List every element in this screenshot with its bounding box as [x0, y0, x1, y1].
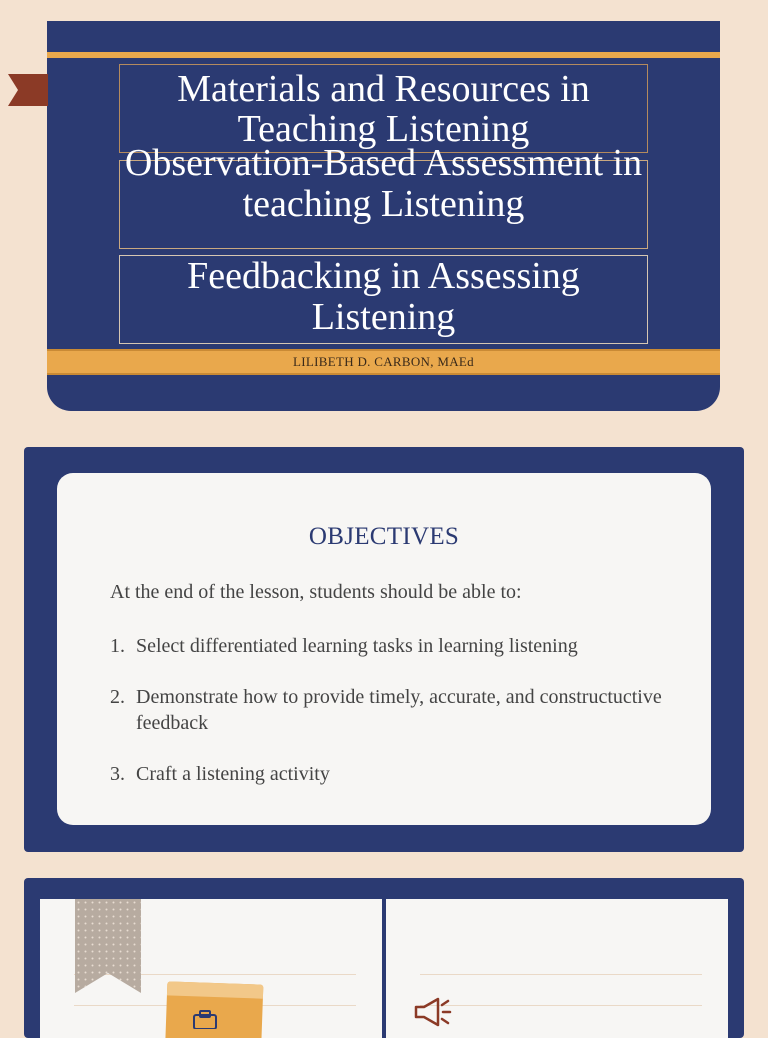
clipboard-icon [190, 1009, 220, 1029]
objective-item [110, 761, 670, 787]
objectives-list [110, 633, 670, 812]
author-name: LILIBETH D. CARBON, MAEd [293, 354, 474, 369]
objective-item [110, 633, 670, 659]
objectives-slide [24, 447, 744, 852]
title-box-materials [119, 64, 648, 153]
objectives-heading: OBJECTIVES [308, 523, 460, 550]
objectives-intro: At the end of the lesson, students should be able to: [110, 581, 522, 603]
objective-text: Craft a listening activity [136, 763, 330, 785]
right-panel [386, 899, 728, 1038]
top-accent-stripe [47, 52, 720, 58]
divider-line [420, 1005, 702, 1006]
objective-number: 3. [110, 763, 125, 785]
orange-card-strip [167, 981, 263, 998]
megaphone-icon [412, 995, 456, 1027]
third-slide [24, 878, 744, 1038]
objective-text: Demonstrate how to provide timely, accurate, and constructuctive feedback [136, 686, 662, 734]
title-feedbacking: Feedbacking in Assessing Listening [187, 255, 580, 338]
objectives-card [57, 473, 711, 825]
left-panel [40, 899, 382, 1038]
objective-number: 1. [110, 635, 125, 657]
title-box-observation [119, 142, 648, 249]
bookmark-tab-icon [8, 74, 48, 106]
objective-text: Select differentiated learning tasks in learning listening [136, 635, 578, 657]
author-band [47, 349, 720, 375]
title-materials: Materials and Resources in Teaching Listening [177, 68, 590, 150]
title-box-feedbacking [119, 255, 648, 344]
objective-number: 2. [110, 686, 125, 708]
title-slide [47, 21, 720, 411]
title-observation: Observation-Based Assessment in teaching Listening [124, 142, 643, 225]
divider-line [420, 974, 702, 975]
ribbon-bookmark-icon [75, 899, 141, 993]
objective-item [110, 684, 670, 736]
